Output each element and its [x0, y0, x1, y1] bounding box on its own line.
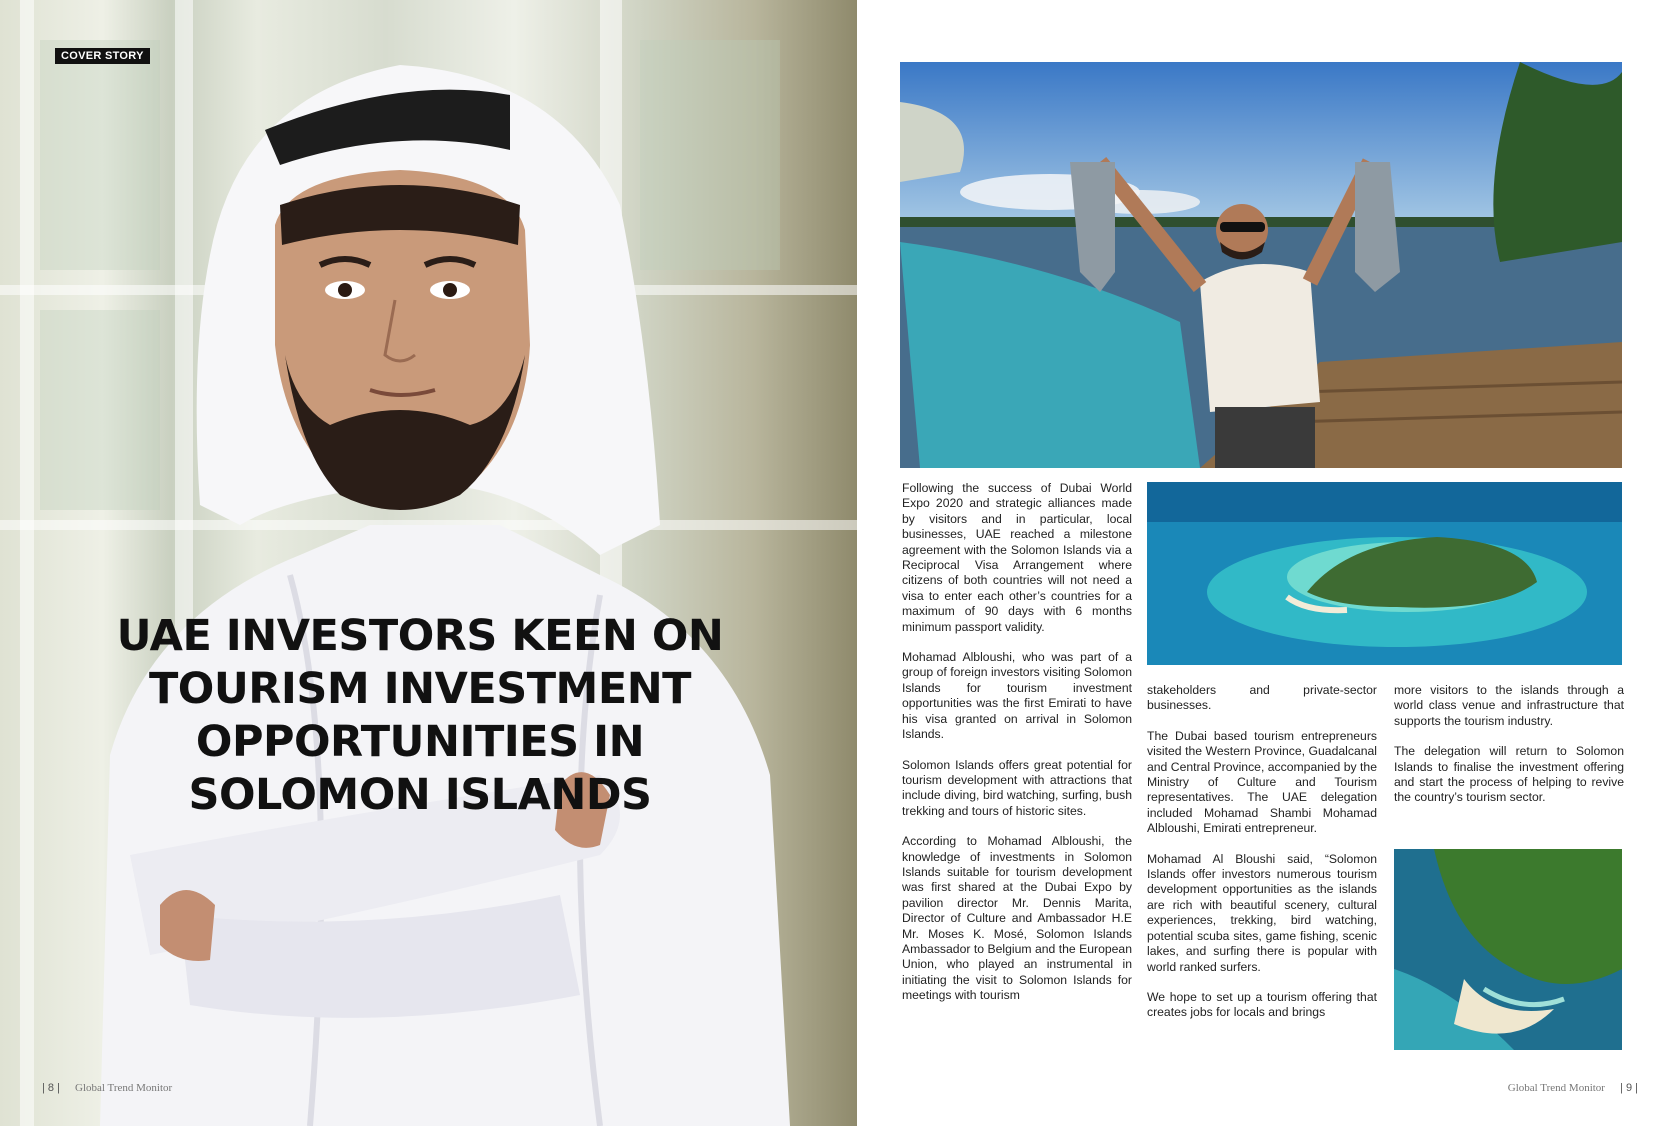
paragraph: The delegation will return to Solomon Islands to finalise the investment offering and start the process of helping to revive the country’s tourism sector. [1394, 744, 1624, 805]
page-footer-left [42, 1082, 172, 1094]
paragraph: Mohamad Albloushi, who was part of a group of foreign investors visiting Solomon Islands for tourism investment opportunities was the first Emirati to have his visa granted on arrival in Solomon Islands. [902, 650, 1132, 742]
magazine-name: Global Trend Monitor [1507, 1082, 1605, 1094]
section-tag: COVER STORY [55, 48, 150, 64]
right-page [857, 0, 1678, 1126]
portrait-photo [40, 55, 830, 1126]
page-number: | 9 | [1620, 1082, 1638, 1094]
page-footer-right [1508, 1082, 1638, 1094]
paragraph: Mohamad Al Bloushi said, “Solomon Islands offer investors numerous tourism development opportunities as the islands are rich with beautiful scenery, cultural experiences, trekking, bird watching, potential scuba sites, game fishing, scenic lakes, and surfing there is popular with world ranked surfers. [1147, 851, 1377, 974]
page-number: | 8 | [42, 1082, 60, 1094]
text-column-2 [1147, 683, 1377, 1036]
paragraph: stakeholders and private-sector businesses. [1147, 683, 1377, 713]
beach-island-photo [1394, 849, 1622, 1050]
window-frame [20, 0, 34, 1126]
article-headline: UAE INVESTORS KEEN ON TOURISM INVESTMENT OPPORTUNITIES IN SOLOMON ISLANDS [116, 611, 724, 820]
paragraph: more visitors to the islands through a world class venue and infrastructure that supports the tourism industry. [1394, 683, 1624, 728]
island-aerial-photo [1147, 482, 1622, 665]
paragraph: Following the success of Dubai World Expo 2020 and strategic alliances made by visitors and in particular, local businesses, UAE reached a milestone agreement with the Solomon Islands via a Reciprocal Visa Arrangement where citizens of both countries will not need a visa to enter each other’s countries for a maximum of 90 days with 6 months minimum passport validity. [902, 481, 1132, 634]
paragraph: We hope to set up a tourism offering that creates jobs for locals and brings [1147, 989, 1377, 1020]
paragraph: Solomon Islands offers great potential for tourism development with attractions that include diving, bird watching, surfing, bush trekking and tours of historic sites. [902, 757, 1132, 818]
magazine-name: Global Trend Monitor [75, 1082, 173, 1094]
text-column-1 [902, 481, 1132, 1019]
paragraph: According to Mohamad Albloushi, the knowledge of investments in Solomon Islands suitable for tourism development was first shared at the Dubai Expo by pavilion director Mr. Dennis Marita, Director of Culture and Ambassador H.E Mr. Moses K. Mosé, Solomon Islands Ambassador to Belgium and the European Union, who played an instrumental in initiating the visit to Solomon Islands for meetings with tourism [902, 834, 1132, 1003]
text-column-3 [1394, 683, 1624, 821]
paragraph: The Dubai based tourism entrepreneurs visited the Western Province, Guadalcanal and Central Province, accompanied by the Ministry of Culture and Tourism representatives. The UAE delegation included Mohamad Shambi Mohamad Albloushi, Emirati entrepreneur. [1147, 728, 1377, 836]
fishing-boat-photo [900, 62, 1622, 468]
